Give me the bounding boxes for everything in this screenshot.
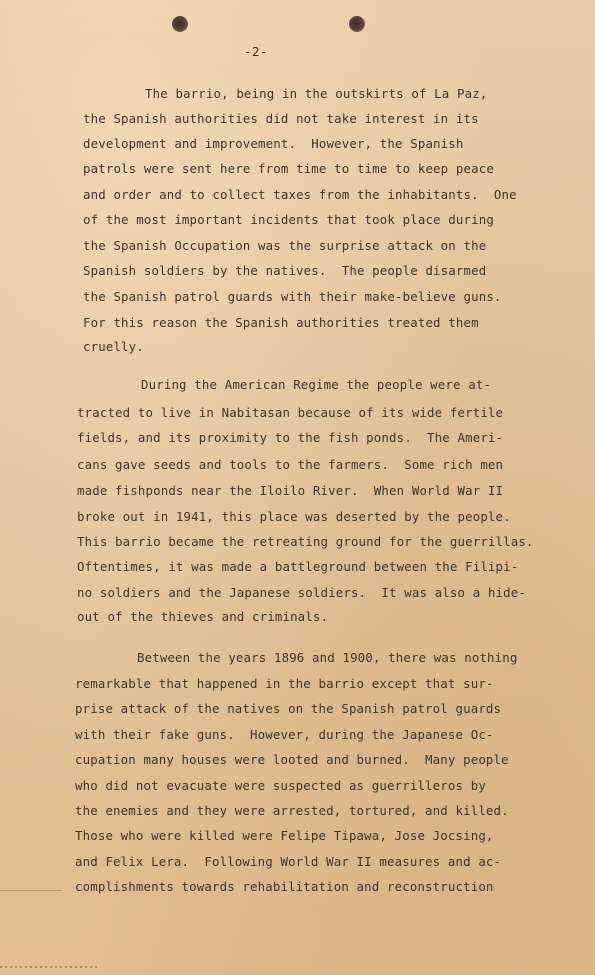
bottom-edge-specks [0, 966, 100, 968]
text-line: During the American Regime the people were at- [141, 377, 492, 392]
text-line: the Spanish patrol guards with their make-believe guns. [83, 289, 502, 304]
text-line: of the most important incidents that took place during [83, 212, 494, 227]
text-line: Oftentimes, it was made a battleground between the Filipi- [77, 559, 519, 574]
text-line: and order and to collect taxes from the inhabitants. One [83, 187, 517, 202]
text-line: and Felix Lera. Following World War II measures and ac- [75, 854, 502, 869]
text-line: who did not evacuate were suspected as guerrilleros by [75, 778, 486, 793]
text-line: tracted to live in Nabitasan because of its wide fertile [77, 405, 504, 420]
text-line: The barrio, being in the outskirts of La Paz, [145, 86, 488, 101]
punch-hole-right [349, 16, 365, 32]
text-line: prise attack of the natives on the Spanish patrol guards [75, 701, 502, 716]
text-line: cans gave seeds and tools to the farmers. Some rich men [77, 457, 504, 472]
text-line: the enemies and they were arrested, tortured, and killed. [75, 803, 509, 818]
text-line: remarkable that happened in the barrio except that sur- [75, 676, 494, 691]
text-line: Those who were killed were Felipe Tipawa, Jose Jocsing, [75, 828, 494, 843]
text-line: the Spanish Occupation was the surprise attack on the [83, 238, 487, 253]
text-line: out of the thieves and criminals. [77, 609, 329, 624]
text-line: complishments towards rehabilitation and reconstruction [75, 879, 494, 894]
text-line: This barrio became the retreating ground for the guerrillas. [77, 534, 534, 549]
text-line: For this reason the Spanish authorities treated them [83, 315, 479, 330]
text-line: development and improvement. However, the Spanish [83, 136, 464, 151]
text-line: cruelly. [83, 339, 144, 354]
text-line: cupation many houses were looted and burned. Many people [75, 752, 509, 767]
text-line: Between the years 1896 and 1900, there was nothing [137, 650, 518, 665]
text-line: made fishponds near the Iloilo River. When World War II [77, 483, 504, 498]
text-line: fields, and its proximity to the fish ponds. The Ameri- [77, 430, 504, 445]
text-line: patrols were sent here from time to time to keep peace [83, 161, 494, 176]
text-line: no soldiers and the Japanese soldiers. It was also a hide- [77, 585, 526, 600]
text-line: the Spanish authorities did not take interest in its [83, 111, 479, 126]
page-number: -2- [244, 44, 269, 59]
text-line: with their fake guns. However, during the Japanese Oc- [75, 727, 494, 742]
punch-hole-left [172, 16, 188, 32]
margin-rule-mark [0, 890, 62, 891]
text-line: broke out in 1941, this place was deserted by the people. [77, 509, 511, 524]
text-line: Spanish soldiers by the natives. The people disarmed [83, 263, 487, 278]
